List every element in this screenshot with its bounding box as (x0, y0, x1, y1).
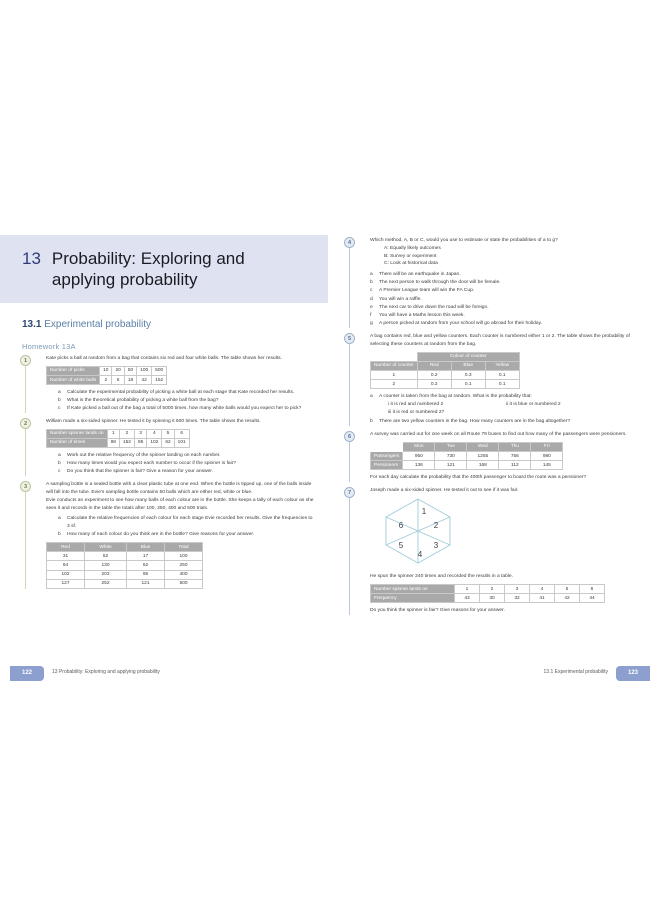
cell: 102 (47, 570, 85, 579)
question-number-badge: 4 (344, 237, 355, 248)
spinner-label-2: 2 (433, 521, 439, 531)
question-3 (20, 481, 316, 589)
table-row (47, 552, 203, 561)
part-label: b (58, 460, 61, 466)
spinner-label-5: 5 (398, 541, 404, 551)
part-label: f (370, 313, 372, 319)
table-row (47, 438, 190, 447)
right-question-list (344, 237, 644, 620)
section-heading (22, 319, 151, 330)
table-row (47, 579, 203, 588)
row-label: 1 (371, 370, 418, 379)
cell: 1255 (467, 451, 499, 460)
cell: 62 (127, 561, 165, 570)
bus-survey-table (370, 442, 563, 471)
cell: 0.1 (485, 370, 519, 379)
cell: 30 (480, 594, 505, 603)
option-c: C: Look at historical data (384, 261, 438, 267)
empty-corner (371, 442, 403, 451)
cell: 100 (165, 552, 203, 561)
cell: 2 (119, 429, 134, 438)
row-header: Number of times (47, 438, 108, 447)
table-row (371, 594, 605, 603)
part-text: Work out the relative frequency of the spinner landing on each number. (67, 452, 221, 458)
option-a: A: Equally likely outcomes (384, 245, 441, 251)
cell: 4 (530, 585, 555, 594)
question-5 (344, 333, 644, 426)
cell: 980 (531, 451, 563, 460)
cell: 3 (134, 429, 146, 438)
cell: 5 (162, 429, 174, 438)
question-text: William made a six-sided spinner. He tested it by spinning it 600 times. The table shows the results. (46, 418, 261, 424)
cell: 0.2 (417, 370, 451, 379)
column-header: Red (47, 543, 85, 552)
picks-table (46, 366, 167, 385)
table-row (371, 451, 563, 460)
part-label: c (58, 406, 61, 412)
sub-label: iii (388, 409, 392, 415)
part-label: d (370, 296, 373, 302)
row-header: Number of picks (47, 366, 100, 375)
cell: 1 (107, 429, 119, 438)
column-header: Blue (127, 543, 165, 552)
corner-header: Number of counter (371, 361, 418, 370)
part-text: Do you think that the spinner is fair? Give a reason for your answer. (67, 469, 213, 474)
question-parts (370, 393, 644, 426)
part-text: A Premier League team will win the FA Cup. (379, 288, 475, 294)
right-page (330, 225, 660, 690)
cell: 2 (100, 375, 112, 384)
question-part (58, 468, 316, 476)
right-page-footer (330, 664, 660, 690)
row-header: Frequency (371, 594, 455, 603)
part-text: If Kate picked a ball out of the bag a total of 5000 times, how many white balls would you expect her to pick? (67, 406, 302, 412)
two-page-spread (0, 225, 660, 690)
page-number: 122 (10, 666, 44, 681)
cell: 112 (499, 461, 531, 470)
part-text: What is the theoretical probability of picking a white ball from the bag? (67, 397, 219, 403)
row-header: Number spinner lands on (371, 585, 455, 594)
cell: 20 (112, 366, 124, 375)
question-part (58, 397, 316, 405)
cell: 44 (580, 594, 605, 603)
cell: 101 (174, 438, 189, 447)
cell: 10 (100, 366, 112, 375)
question-paragraph: A sampling bottle is a sealed bottle with a clear plastic tube at one end. When the bottle is tipped up, one of the balls inside will fall into the tube. Evie's sampling bottle contains 50 balls which are either red, white or blue. (46, 481, 312, 495)
cell: 31 (47, 552, 85, 561)
column-header: Red (417, 361, 451, 370)
spinner-label-4: 4 (417, 550, 423, 560)
chapter-banner (0, 235, 328, 303)
method-options (370, 245, 644, 269)
cell: 42 (555, 594, 580, 603)
question-rail (25, 361, 26, 413)
table-header-row (371, 352, 520, 361)
cell: 136 (403, 461, 435, 470)
colour-totals-table (46, 542, 203, 589)
cell: 6 (174, 429, 189, 438)
question-rail (349, 339, 350, 426)
cell: 6 (580, 585, 605, 594)
cell: 64 (47, 561, 85, 570)
part-text: You will have a Maths lesson this week. (379, 313, 465, 319)
part-label: b (370, 280, 373, 286)
table-row (371, 585, 605, 594)
part-text: A counter is taken from the bag at random. What is the probability that: (379, 393, 532, 399)
part-label: g (370, 321, 373, 327)
cell: 730 (435, 451, 467, 460)
cell: 4 (147, 429, 162, 438)
left-question-list (20, 355, 316, 594)
question-number-badge: 7 (344, 487, 355, 498)
question-parts (58, 515, 316, 539)
cell: 950 (403, 451, 435, 460)
part-label: a (58, 516, 61, 522)
row-header: Passengers (371, 451, 403, 460)
cell: 0.2 (417, 380, 451, 389)
row-header: Number of white balls (47, 375, 100, 384)
section-number: 13.1 (22, 319, 42, 330)
table-header-row (47, 543, 203, 552)
spinner-results-table (46, 429, 190, 448)
cell: 102 (147, 438, 162, 447)
part-label: a (370, 393, 373, 399)
part-label: b (370, 419, 373, 425)
question-number-badge: 6 (344, 431, 355, 442)
question-number-badge: 5 (344, 333, 355, 344)
section-title: Experimental probability (44, 319, 151, 330)
option-b: B: Survey or experiment (384, 253, 437, 259)
part-text: Calculate the relative frequencies of each colour for each stage Evie recorded her results. Give the frequencies to 3 sf. (67, 516, 313, 529)
question-text: Kate picks a ball at random from a bag that contains six red and four white balls. The table shows her results. (46, 356, 282, 361)
question-part (370, 393, 644, 401)
table-header-row (371, 361, 520, 370)
row-label: 2 (371, 380, 418, 389)
cell: 42 (137, 375, 152, 384)
part-text: The next car to drive down the road will be foreign. (379, 304, 489, 310)
part-text: The next person to walk through the door will be female. (379, 280, 501, 286)
question-rail (349, 493, 350, 615)
cell: 0.1 (485, 380, 519, 389)
question-4 (344, 237, 644, 328)
cell: 0.1 (451, 380, 485, 389)
cell: 95 (127, 570, 165, 579)
spinner-label-1: 1 (421, 507, 427, 517)
question-parts (58, 452, 316, 476)
sub-text: it is red and numbered 2 (390, 402, 444, 408)
cell: 152 (152, 375, 167, 384)
question-part (58, 389, 316, 397)
cell: 500 (152, 366, 167, 375)
part-text: Calculate the experimental probability of picking a white ball at each stage that Kate recorded her results. (67, 389, 295, 395)
table-row (47, 429, 190, 438)
question-closing-text: Do you think the spinner is fair? Give reasons for your answer. (370, 607, 505, 613)
sub-label: ii (506, 402, 509, 408)
cell: 52 (85, 552, 127, 561)
sub-text: it is red or numbered 2? (392, 409, 445, 415)
left-page (0, 225, 330, 690)
question-number-badge: 3 (20, 481, 31, 492)
footer-text: 13 Probability: Exploring and applying probability (52, 669, 160, 675)
cell: 43 (455, 594, 480, 603)
question-text: A bag contains red, blue and yellow counters. Each counter is numbered either 1 or 2. The table shows the probability of selecting these counters at random from the bag. (370, 334, 630, 347)
cell: 250 (165, 561, 203, 570)
homework-heading: Homework 13A (22, 342, 76, 351)
question-text: A survey was carried out for one week on all Route 79 buses to find out how many of the passengers were pensioners. (370, 431, 627, 437)
question-text (46, 481, 316, 513)
question-part (370, 279, 644, 287)
cell: 0.3 (451, 370, 485, 379)
question-part (58, 405, 316, 413)
cell: 32 (505, 594, 530, 603)
row-header: Pensioners (371, 461, 403, 470)
sub-label: i (388, 402, 390, 408)
question-part (370, 287, 644, 295)
cell: 2 (480, 585, 505, 594)
cell: 50 (124, 366, 136, 375)
page-number: 123 (616, 666, 650, 681)
cell: 1 (455, 585, 480, 594)
part-label: c (58, 469, 61, 474)
sub-parts-row (370, 401, 644, 409)
question-rail (25, 487, 26, 589)
cell: 756 (499, 451, 531, 460)
cell: 98 (107, 438, 119, 447)
question-part (370, 312, 644, 320)
column-header: Mon (403, 442, 435, 451)
sub-text: it is blue or numbered 2 (509, 402, 561, 408)
question-text: Joseph made a six-sided spinner. He tested it out to see if it was fair. (370, 487, 519, 493)
column-header: Thu (499, 442, 531, 451)
cell: 121 (127, 579, 165, 588)
question-part (370, 296, 644, 304)
cell: 100 (137, 366, 152, 375)
cell: 203 (85, 570, 127, 579)
question-mid-text: He spun the spinner 240 times and recorded the results in a table. (370, 574, 514, 580)
table-row (47, 570, 203, 579)
question-1 (20, 355, 316, 413)
empty-corner (371, 352, 418, 361)
cell: 41 (530, 594, 555, 603)
part-text: There are two yellow counters in the bag. How many counters are in the bag altogether? (379, 419, 571, 425)
cell: 121 (435, 461, 467, 470)
counter-probability-table (370, 352, 520, 390)
question-text: Which method, A, B or C, would you use to estimate or state the probabilities of a to g? (370, 238, 558, 243)
question-rail (25, 424, 26, 476)
cell: 145 (531, 461, 563, 470)
column-header: Yellow (485, 361, 519, 370)
part-label: a (58, 452, 61, 458)
left-page-footer (0, 664, 330, 690)
cell: 127 (47, 579, 85, 588)
column-header: White (85, 543, 127, 552)
cell: 500 (165, 579, 203, 588)
chapter-number: 13 (22, 249, 41, 268)
question-7 (344, 487, 644, 615)
cell: 5 (555, 585, 580, 594)
question-rail (349, 243, 350, 328)
spinner-label-3: 3 (433, 541, 439, 551)
cell: 152 (119, 438, 134, 447)
part-text: How many times would you expect each number to occur if the spinner is fair? (67, 460, 237, 466)
question-part (58, 531, 316, 539)
sub-part (379, 409, 644, 417)
part-label: e (370, 304, 373, 310)
question-parts (58, 389, 316, 413)
cell: 130 (85, 561, 127, 570)
question-part (58, 452, 316, 460)
column-header: Blue (451, 361, 485, 370)
cell: 168 (467, 461, 499, 470)
question-paragraph: Evie conducts an experiment to see how many balls of each colour are in the bottle. She keeps a tally of each colour as she sees it and records in the table the totals after 100, 250, 400 and 500 trials. (46, 498, 314, 511)
sub-part (379, 401, 497, 409)
chapter-title: Probability: Exploring and applying probability (51, 249, 245, 289)
column-header: Wed (467, 442, 499, 451)
spinner-label-6: 6 (398, 521, 404, 531)
part-label: c (370, 288, 373, 294)
question-2 (20, 418, 316, 476)
hexagon-spinner-figure (380, 497, 644, 570)
part-label: b (58, 397, 61, 403)
span-header: Colour of counter (417, 352, 519, 361)
question-part (370, 418, 644, 426)
column-header: Total (165, 543, 203, 552)
question-rail (349, 437, 350, 482)
spinner-frequency-table (370, 584, 605, 603)
cell: 252 (85, 579, 127, 588)
table-row (47, 375, 167, 384)
question-part (370, 320, 644, 328)
cell: 6 (112, 375, 124, 384)
cell: 3 (505, 585, 530, 594)
cell: 62 (162, 438, 174, 447)
question-number-badge: 2 (20, 418, 31, 429)
part-text: You will win a raffle. (379, 296, 422, 302)
part-label: a (370, 271, 373, 277)
part-label: b (58, 532, 61, 538)
cell: 85 (134, 438, 146, 447)
cell: 17 (127, 552, 165, 561)
table-row (371, 380, 520, 389)
table-header-row (371, 442, 563, 451)
question-6 (344, 431, 644, 482)
table-row (47, 366, 167, 375)
question-number-badge: 1 (20, 355, 31, 366)
column-header: Tue (435, 442, 467, 451)
column-header: Fri (531, 442, 563, 451)
cell: 400 (165, 570, 203, 579)
part-label: a (58, 389, 61, 395)
question-parts (370, 271, 644, 328)
table-row (371, 370, 520, 379)
question-part (370, 304, 644, 312)
cell: 18 (124, 375, 136, 384)
sub-part (497, 401, 561, 409)
question-part (58, 460, 316, 468)
row-header: Number spinner lands on (47, 429, 108, 438)
part-text: There will be an earthquake in Japan. (379, 271, 461, 277)
question-part (58, 515, 316, 531)
part-text: A person picked at random from your school will go abroad for their holiday. (379, 321, 543, 327)
footer-text: 13.1 Experimental probability (543, 669, 608, 675)
table-row (371, 461, 563, 470)
question-closing-text: For each day calculate the probability that the 400th passenger to board the route was a pensioner? (370, 474, 587, 480)
part-text: How many of each colour do you think are in the bottle? Give reasons for your answer. (67, 532, 255, 538)
table-row (47, 561, 203, 570)
hexagon-spinner-svg (380, 497, 456, 565)
question-part (370, 271, 644, 279)
